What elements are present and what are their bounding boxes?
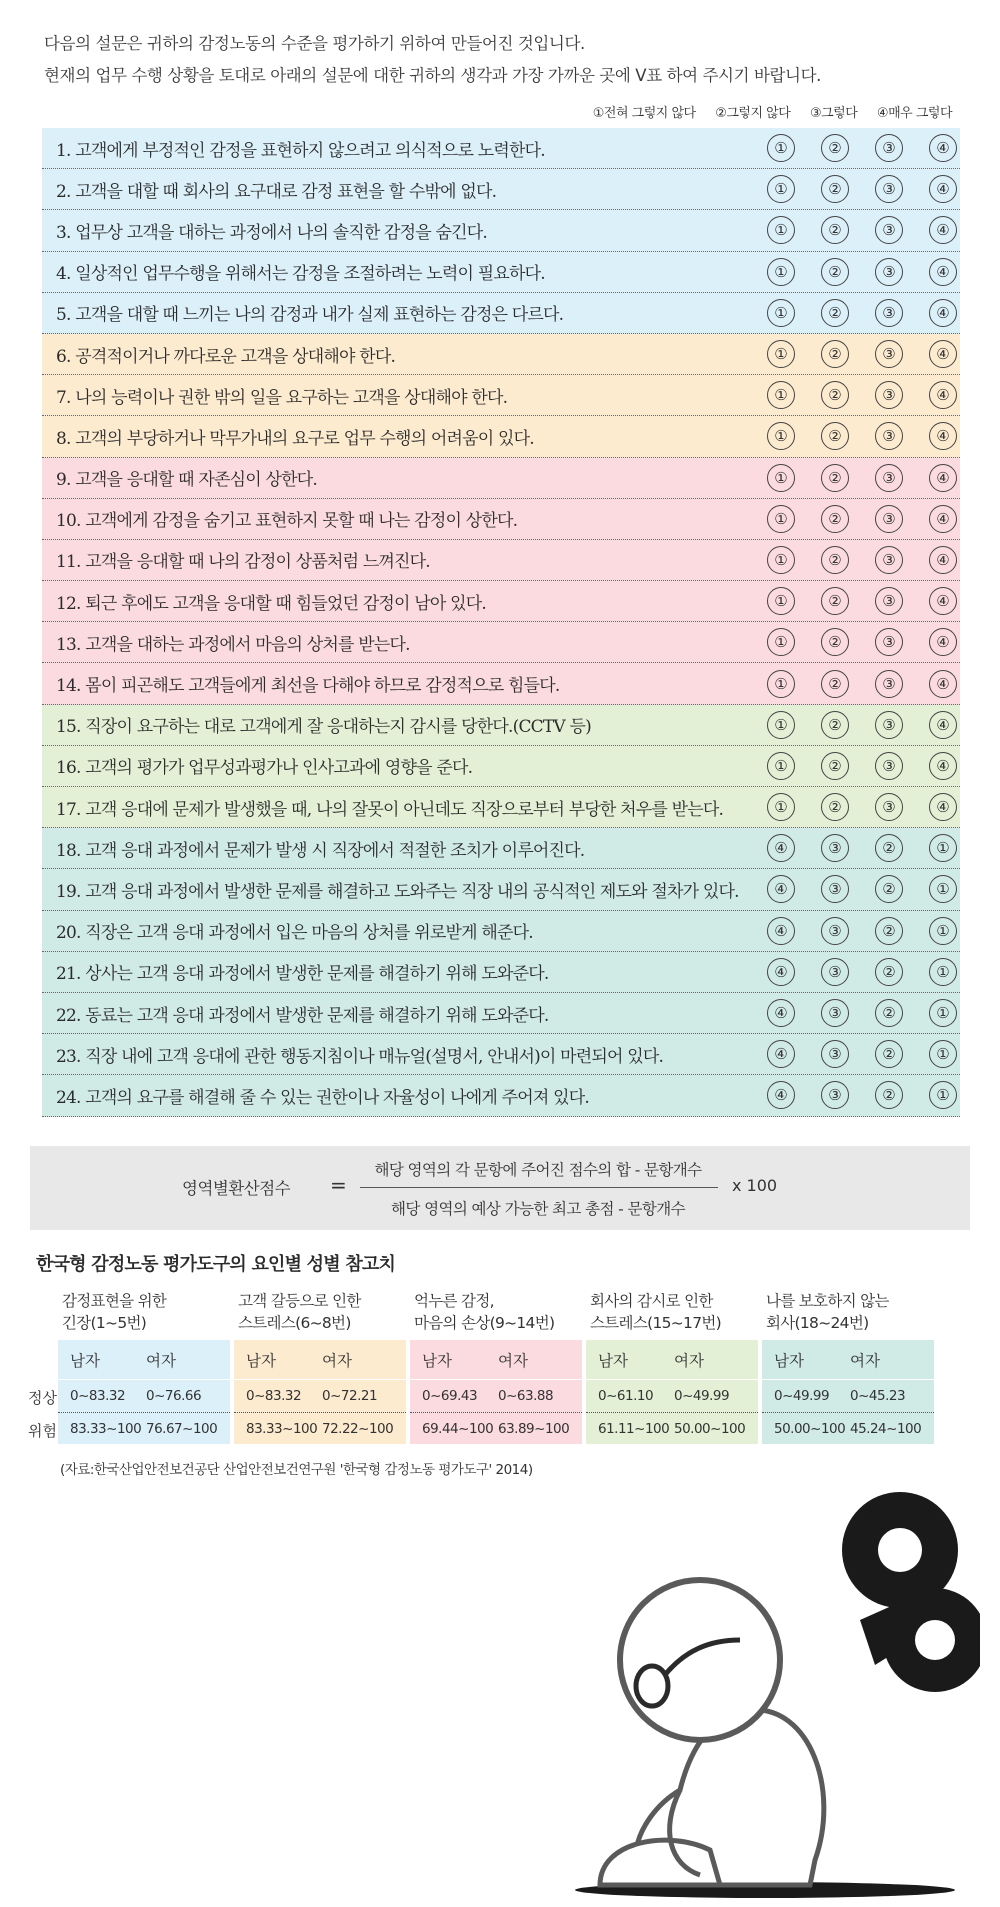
question-row [42,169,960,210]
gender-header-row [410,1340,582,1380]
normal-female-value: 0~49.99 [674,1388,730,1404]
answer-option-radio[interactable]: ③ [821,1081,849,1109]
question-text: 7. 나의 능력이나 권한 밖의 일을 요구하는 고객을 상대해야 한다. [56,387,508,408]
female-header: 여자 [146,1351,176,1370]
reference-title: 한국형 감정노동 평가도구의 요인별 성별 참고치 [36,1254,396,1275]
answer-option-radio[interactable]: ④ [767,999,795,1027]
risk-row [234,1413,406,1444]
normal-row [762,1380,934,1413]
question-row [42,334,960,375]
answer-option-radio[interactable]: ③ [875,670,903,698]
answer-option-radio[interactable]: ③ [875,216,903,244]
question-row [42,416,960,457]
question-text: 6. 공격적이거나 까다로운 고객을 상대해야 한다. [56,346,396,367]
answer-option-radio[interactable]: ④ [929,711,957,739]
answer-option-radio[interactable]: ① [767,340,795,368]
normal-row [586,1380,758,1413]
question-row [42,952,960,993]
normal-female-value: 0~72.21 [322,1388,378,1404]
answer-option-radio[interactable]: ① [767,752,795,780]
question-row [42,993,960,1034]
reference-group-heading [586,1290,758,1340]
answer-option-radio[interactable]: ③ [875,752,903,780]
heading-line-2: 스트레스(15~17번) [590,1314,721,1332]
question-text: 14. 몸이 피곤해도 고객들에게 최선을 다해야 하므로 감정적으로 힘들다. [56,676,560,697]
gender-header-row [586,1340,758,1380]
reference-group [410,1290,582,1444]
answer-option-radio[interactable]: ① [767,711,795,739]
answer-option-radio[interactable]: ② [875,917,903,945]
answer-option-radio[interactable]: ① [767,216,795,244]
answer-options [767,293,957,333]
answer-option-radio[interactable]: ① [767,628,795,656]
normal-male-value: 0~83.32 [246,1388,302,1404]
heading-line-2: 스트레스(6~8번) [238,1314,351,1332]
question-text: 23. 직장 내에 고객 응대에 관한 행동지침이나 매뉴얼(설명서, 안내서)이 마련되어 있다. [56,1046,664,1067]
risk-female-value: 76.67~100 [146,1420,218,1437]
question-row [42,828,960,869]
answer-option-radio[interactable]: ③ [821,958,849,986]
reference-group [762,1290,934,1444]
answer-option-radio[interactable]: ③ [821,1040,849,1068]
risk-row [586,1413,758,1444]
female-header: 여자 [498,1351,528,1370]
risk-male-value: 69.44~100 [422,1420,494,1437]
normal-male-value: 0~83.32 [70,1388,126,1404]
answer-options [767,1075,957,1115]
answer-options [767,375,957,415]
answer-option-radio[interactable]: ④ [929,505,957,533]
answer-option-radio[interactable]: ① [767,793,795,821]
answer-option-radio[interactable]: ② [821,464,849,492]
answer-option-radio[interactable]: ③ [875,340,903,368]
answer-option-radio[interactable]: ② [875,834,903,862]
answer-option-radio[interactable]: ④ [767,958,795,986]
heading-line-1: 억누른 감정, [414,1292,494,1310]
answer-options [767,334,957,374]
answer-option-radio[interactable]: ③ [875,381,903,409]
answer-option-radio[interactable]: ② [875,875,903,903]
answer-option-radio[interactable]: ① [767,381,795,409]
legend-3: ③그렇다 [809,106,858,121]
question-text: 20. 직장은 고객 응대 과정에서 입은 마음의 상처를 위로받게 해준다. [56,923,533,944]
question-row [42,581,960,622]
normal-row [234,1380,406,1413]
answer-options [767,1034,957,1074]
answer-option-radio[interactable]: ② [821,752,849,780]
answer-option-radio[interactable]: ④ [929,299,957,327]
answer-option-radio[interactable]: ① [929,1081,957,1109]
answer-option-radio[interactable]: ② [875,958,903,986]
question-row [42,458,960,499]
formula-numerator: 해당 영역의 각 문항에 주어진 점수의 합 - 문항개수 [374,1161,702,1179]
gender-header-row [234,1340,406,1380]
question-text: 22. 동료는 고객 응대 과정에서 발생한 문제를 해결하기 위해 도와준다. [56,1005,549,1026]
heading-line-2: 긴장(1~5번) [62,1314,147,1332]
heading-line-2: 회사(18~24번) [766,1314,869,1332]
answer-option-radio[interactable]: ③ [821,834,849,862]
question-row [42,540,960,581]
normal-row [410,1380,582,1413]
answer-option-radio[interactable]: ③ [821,875,849,903]
risk-male-value: 83.33~100 [246,1420,318,1437]
answer-option-radio[interactable]: ④ [767,875,795,903]
question-text: 16. 고객의 평가가 업무성과평가나 인사고과에 영향을 준다. [56,758,473,779]
answer-option-radio[interactable]: ② [821,711,849,739]
reference-table [58,1340,230,1444]
question-text: 9. 고객을 응대할 때 자존심이 상한다. [56,470,317,491]
answer-options [767,869,957,909]
answer-option-radio[interactable]: ④ [767,1040,795,1068]
reference-table [762,1340,934,1444]
risk-male-value: 61.11~100 [598,1420,670,1437]
answer-option-radio[interactable]: ① [767,299,795,327]
question-text: 13. 고객을 대하는 과정에서 마음의 상처를 받는다. [56,634,410,655]
answer-option-radio[interactable]: ④ [929,340,957,368]
intro-line-2: 현재의 업무 수행 상황을 토대로 아래의 설문에 대한 귀하의 생각과 가장 가까운 곳에 V표 하여 주시기 바랍니다. [44,66,821,85]
question-row [42,375,960,416]
answer-option-radio[interactable]: ① [929,834,957,862]
gender-header-row [58,1340,230,1380]
answer-option-radio[interactable]: ④ [929,752,957,780]
answer-option-radio[interactable]: ④ [929,464,957,492]
answer-option-radio[interactable]: ① [767,670,795,698]
question-row [42,869,960,910]
answer-option-radio[interactable]: ① [929,917,957,945]
answer-option-radio[interactable]: ② [821,216,849,244]
answer-option-radio[interactable]: ① [767,422,795,450]
answer-options [767,663,957,703]
scale-legend [577,102,952,121]
risk-female-value: 50.00~100 [674,1420,746,1437]
heading-line-1: 고객 갈등으로 인한 [238,1292,361,1310]
answer-options [767,952,957,992]
answer-option-radio[interactable]: ③ [875,711,903,739]
figure-legs [600,1840,720,1885]
question-text: 18. 고객 응대 과정에서 문제가 발생 시 직장에서 적절한 조치가 이루어진다. [56,840,585,861]
heading-line-2: 마음의 손상(9~14번) [414,1314,555,1332]
question-text: 19. 고객 응대 과정에서 발생한 문제를 해결하고 도와주는 직장 내의 공식적인 제도와 절차가 있다. [56,881,739,902]
question-text: 21. 상사는 고객 응대 과정에서 발생한 문제를 해결하기 위해 도와준다. [56,964,549,985]
question-text: 17. 고객 응대에 문제가 발생했을 때, 나의 잘못이 아닌데도 직장으로부터 부당한 처우를 받는다. [56,799,724,820]
normal-female-value: 0~45.23 [850,1388,906,1404]
answer-option-radio[interactable]: ① [767,587,795,615]
answer-options [767,499,957,539]
key-hole-top [878,1528,922,1572]
answer-option-radio[interactable]: ② [821,546,849,574]
formula-multiplier: x 100 [732,1176,778,1195]
answer-option-radio[interactable]: ② [821,258,849,286]
question-row [42,622,960,663]
answer-option-radio[interactable]: ① [767,134,795,162]
answer-options [767,911,957,951]
heading-line-1: 감정표현을 위한 [62,1292,167,1310]
female-header: 여자 [674,1351,704,1370]
question-row [42,746,960,787]
answer-option-radio[interactable]: ① [929,1040,957,1068]
answer-options [767,746,957,786]
question-text: 24. 고객의 요구를 해결해 줄 수 있는 권한이나 자율성이 나에게 주어져 있다. [56,1087,589,1108]
question-row [42,663,960,704]
answer-option-radio[interactable]: ② [821,299,849,327]
answer-option-radio[interactable]: ④ [767,917,795,945]
question-text: 4. 일상적인 업무수행을 위해서는 감정을 조절하려는 노력이 필요하다. [56,264,545,285]
question-row [42,499,960,540]
source-note: (자료:한국산업안전보건공단 산업안전보건연구원 '한국형 감정노동 평가도구' 2014) [60,1462,533,1478]
answer-option-radio[interactable]: ③ [875,258,903,286]
reference-group-heading [410,1290,582,1340]
reference-table [410,1340,582,1444]
risk-female-value: 45.24~100 [850,1420,922,1437]
normal-male-value: 0~61.10 [598,1388,654,1404]
reference-table [586,1340,758,1444]
answer-option-radio[interactable]: ② [875,1040,903,1068]
answer-option-radio[interactable]: ② [821,670,849,698]
reference-group [586,1290,758,1444]
formula-label: 영역별환산점수 [182,1179,291,1198]
answer-option-radio[interactable]: ② [875,1081,903,1109]
formula-equals: = [330,1173,347,1197]
answer-option-radio[interactable]: ② [875,999,903,1027]
answer-option-radio[interactable]: ④ [929,216,957,244]
normal-female-value: 0~76.66 [146,1388,202,1404]
answer-option-radio[interactable]: ① [767,464,795,492]
risk-male-value: 50.00~100 [774,1420,846,1437]
answer-option-radio[interactable]: ③ [875,175,903,203]
answer-option-radio[interactable]: ③ [875,505,903,533]
question-list [42,128,960,1117]
risk-male-value: 83.33~100 [70,1420,142,1437]
answer-options [767,128,957,168]
answer-option-radio[interactable]: ② [821,175,849,203]
answer-option-radio[interactable]: ③ [875,134,903,162]
wind-up-key-figure-icon [560,1490,980,1905]
question-text: 11. 고객을 응대할 때 나의 감정이 상품처럼 느껴진다. [56,552,430,573]
normal-row [58,1380,230,1413]
question-row [42,252,960,293]
reference-table [234,1340,406,1444]
legend-1: ①전혀 그렇지 않다 [592,106,696,121]
answer-options [767,993,957,1033]
heading-line-1: 회사의 감시로 인한 [590,1292,713,1310]
reference-group [234,1290,406,1444]
question-text: 3. 업무상 고객을 대하는 과정에서 나의 솔직한 감정을 숨긴다. [56,222,487,243]
answer-option-radio[interactable]: ③ [875,628,903,656]
reference-group [58,1290,230,1444]
legend-4: ④매우 그렇다 [876,106,952,121]
question-row [42,705,960,746]
question-row [42,1034,960,1075]
question-row [42,210,960,251]
fraction-bar [360,1187,718,1188]
answer-option-radio[interactable]: ② [821,340,849,368]
question-row [42,911,960,952]
male-header: 남자 [774,1351,804,1370]
answer-option-radio[interactable]: ① [767,258,795,286]
intro-line-1: 다음의 설문은 귀하의 감정노동의 수준을 평가하기 위하여 만들어진 것입니다. [44,34,585,53]
row-label-risk: 위험 [28,1422,57,1440]
answer-option-radio[interactable]: ③ [821,999,849,1027]
answer-option-radio[interactable]: ③ [875,587,903,615]
question-text: 12. 퇴근 후에도 고객을 응대할 때 힘들었던 감정이 남아 있다. [56,593,486,614]
answer-options [767,622,957,662]
reference-row-labels [28,1382,57,1448]
normal-male-value: 0~69.43 [422,1388,478,1404]
answer-options [767,787,957,827]
reference-group-heading [762,1290,934,1340]
answer-options [767,252,957,292]
female-header: 여자 [322,1351,352,1370]
question-row [42,1075,960,1116]
answer-options [767,540,957,580]
question-row [42,293,960,334]
male-header: 남자 [422,1351,452,1370]
answer-options [767,828,957,868]
answer-options [767,169,957,209]
answer-option-radio[interactable]: ④ [929,258,957,286]
answer-option-radio[interactable]: ① [929,999,957,1027]
answer-option-radio[interactable]: ① [929,875,957,903]
answer-option-radio[interactable]: ③ [875,422,903,450]
answer-option-radio[interactable]: ② [821,628,849,656]
answer-options [767,705,957,745]
answer-option-radio[interactable]: ④ [929,381,957,409]
heading-line-1: 나를 보호하지 않는 [766,1292,889,1310]
reference-group-heading [58,1290,230,1340]
male-header: 남자 [598,1351,628,1370]
intro-text [44,28,964,92]
answer-option-radio[interactable]: ③ [875,299,903,327]
key-hole-bottom [915,1620,955,1660]
gender-header-row [762,1340,934,1380]
answer-option-radio[interactable]: ② [821,422,849,450]
answer-option-radio[interactable]: ② [821,587,849,615]
answer-option-radio[interactable]: ④ [929,546,957,574]
answer-option-radio[interactable]: ③ [875,793,903,821]
risk-row [58,1413,230,1444]
male-header: 남자 [246,1351,276,1370]
row-label-normal: 정상 [28,1389,57,1407]
legend-2: ②그렇지 않다 [715,106,791,121]
question-text: 10. 고객에게 감정을 숨기고 표현하지 못할 때 나는 감정이 상한다. [56,511,518,532]
answer-option-radio[interactable]: ④ [929,793,957,821]
formula-denominator: 해당 영역의 예상 가능한 최고 총점 - 문항개수 [391,1200,685,1218]
question-text: 2. 고객을 대할 때 회사의 요구대로 감정 표현을 할 수밖에 없다. [56,181,497,202]
answer-option-radio[interactable]: ① [929,958,957,986]
male-header: 남자 [70,1351,100,1370]
answer-option-radio[interactable]: ③ [875,464,903,492]
answer-option-radio[interactable]: ④ [929,670,957,698]
question-text: 1. 고객에게 부정적인 감정을 표현하지 않으려고 의식적으로 노력한다. [56,140,545,161]
answer-option-radio[interactable]: ④ [929,422,957,450]
answer-options [767,210,957,250]
normal-female-value: 0~63.88 [498,1388,554,1404]
answer-option-radio[interactable]: ④ [929,175,957,203]
answer-option-radio[interactable]: ③ [875,546,903,574]
score-formula [30,1146,970,1230]
risk-row [410,1413,582,1444]
question-text: 5. 고객을 대할 때 느끼는 나의 감정과 내가 실제 표현하는 감정은 다르다. [56,305,564,326]
answer-option-radio[interactable]: ① [767,546,795,574]
answer-option-radio[interactable]: ① [767,505,795,533]
answer-option-radio[interactable]: ④ [767,1081,795,1109]
answer-options [767,458,957,498]
question-text: 15. 직장이 요구하는 대로 고객에게 잘 응대하는지 감시를 당한다.(CCTV 등) [56,717,591,738]
answer-option-radio[interactable]: ① [767,175,795,203]
question-row [42,128,960,169]
question-text: 8. 고객의 부당하거나 막무가내의 요구로 업무 수행의 어려움이 있다. [56,428,534,449]
normal-male-value: 0~49.99 [774,1388,830,1404]
answer-option-radio[interactable]: ④ [929,134,957,162]
risk-female-value: 72.22~100 [322,1420,394,1437]
risk-row [762,1413,934,1444]
answer-option-radio[interactable]: ④ [929,628,957,656]
answer-option-radio[interactable]: ② [821,505,849,533]
figure-head [620,1580,780,1740]
answer-option-radio[interactable]: ③ [821,917,849,945]
answer-option-radio[interactable]: ② [821,793,849,821]
answer-option-radio[interactable]: ② [821,134,849,162]
answer-option-radio[interactable]: ④ [929,587,957,615]
answer-option-radio[interactable]: ② [821,381,849,409]
question-row [42,787,960,828]
answer-options [767,581,957,621]
reference-group-heading [234,1290,406,1340]
risk-female-value: 63.89~100 [498,1420,570,1437]
female-header: 여자 [850,1351,880,1370]
answer-option-radio[interactable]: ④ [767,834,795,862]
answer-options [767,416,957,456]
